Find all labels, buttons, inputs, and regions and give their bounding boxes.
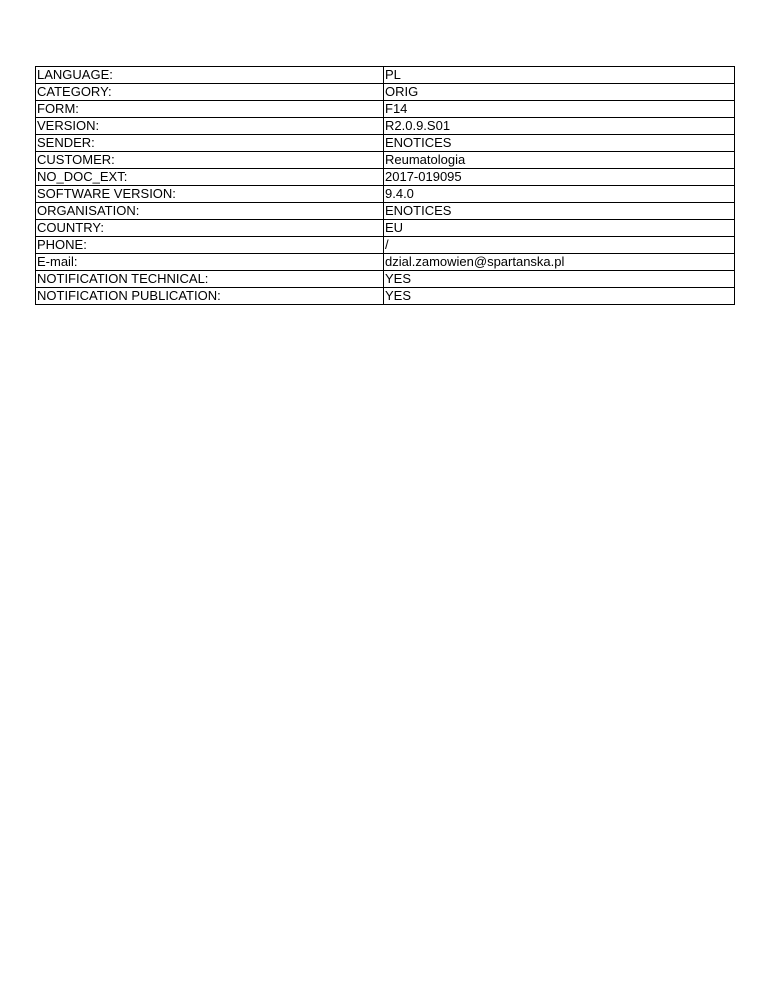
field-value-form: F14 [384,101,735,118]
field-value-language: PL [384,67,735,84]
table-row [36,101,735,118]
field-label-version: VERSION: [36,118,384,135]
field-label-notification-publication: NOTIFICATION PUBLICATION: [36,288,384,305]
table-row [36,186,735,203]
field-value-sender: ENOTICES [384,135,735,152]
field-label-notification-technical: NOTIFICATION TECHNICAL: [36,271,384,288]
table-row [36,135,735,152]
document-metadata-sheet [35,66,732,305]
field-value-notification-publication: YES [384,288,735,305]
table-row [36,169,735,186]
field-label-no-doc-ext: NO_DOC_EXT: [36,169,384,186]
field-label-language: LANGUAGE: [36,67,384,84]
field-value-organisation: ENOTICES [384,203,735,220]
field-label-form: FORM: [36,101,384,118]
table-row [36,152,735,169]
table-row [36,271,735,288]
table-row [36,203,735,220]
field-value-category: ORIG [384,84,735,101]
table-row [36,84,735,101]
field-value-version: R2.0.9.S01 [384,118,735,135]
field-label-organisation: ORGANISATION: [36,203,384,220]
field-value-country: EU [384,220,735,237]
field-value-phone: / [384,237,735,254]
field-value-software-version: 9.4.0 [384,186,735,203]
table-row [36,118,735,135]
table-row [36,288,735,305]
field-value-no-doc-ext: 2017-019095 [384,169,735,186]
table-row [36,237,735,254]
field-value-customer: Reumatologia [384,152,735,169]
field-label-country: COUNTRY: [36,220,384,237]
table-row [36,67,735,84]
table-row [36,220,735,237]
metadata-table [35,66,735,305]
metadata-table-body [36,67,735,305]
field-label-email: E-mail: [36,254,384,271]
field-value-email: dzial.zamowien@spartanska.pl [384,254,735,271]
field-label-sender: SENDER: [36,135,384,152]
field-label-customer: CUSTOMER: [36,152,384,169]
field-value-notification-technical: YES [384,271,735,288]
field-label-category: CATEGORY: [36,84,384,101]
field-label-software-version: SOFTWARE VERSION: [36,186,384,203]
field-label-phone: PHONE: [36,237,384,254]
table-row [36,254,735,271]
